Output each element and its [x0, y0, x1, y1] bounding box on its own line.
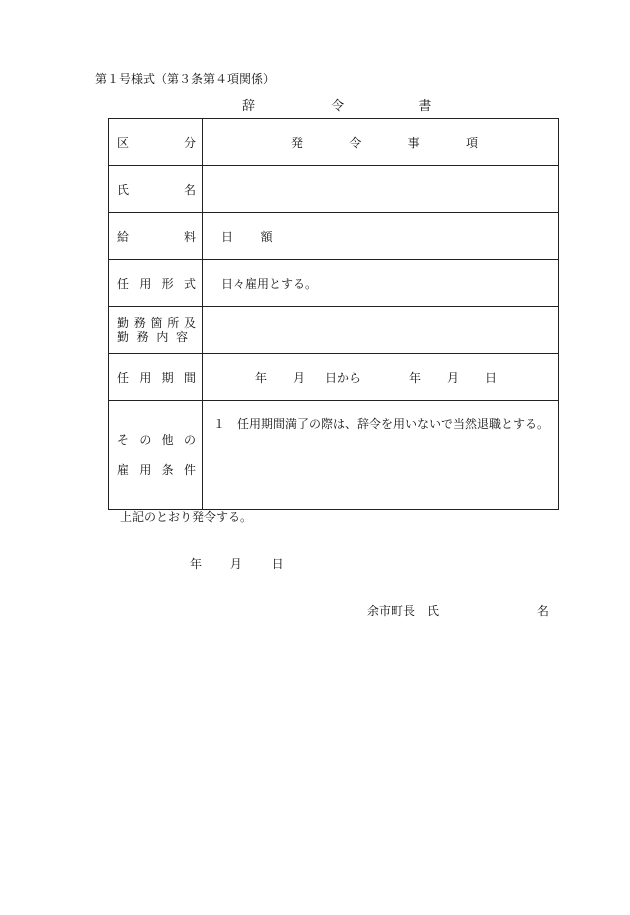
title-char: 令 [331, 99, 345, 114]
label-char: 内 [156, 330, 169, 344]
label-char: 他 [161, 433, 174, 447]
label-char: 箇 [150, 316, 163, 330]
salary-amount-text: 額 [260, 229, 273, 244]
label-char: 及 [183, 316, 196, 330]
label-char: 式 [183, 276, 196, 291]
label-char: 務 [133, 316, 146, 330]
label-char: 用 [139, 276, 152, 291]
issue-date [190, 555, 284, 572]
label-char: 容 [175, 330, 188, 344]
label-char: そ [117, 433, 130, 447]
label-cell-employment-type [109, 260, 203, 307]
table-row-other-conditions [109, 401, 559, 510]
table-header-row [109, 119, 559, 166]
label-char: 間 [183, 370, 196, 385]
signer-name-suffix: 名 [536, 604, 549, 618]
employment-type-text: 日々雇用とする。 [221, 276, 318, 291]
label-char: 件 [183, 463, 196, 477]
header-char: 項 [465, 135, 478, 150]
label-char: 区 [117, 135, 130, 150]
header-char: 事 [407, 135, 420, 150]
label-cell-other-conditions [109, 401, 203, 510]
label-char: 任 [117, 276, 130, 291]
label-char: 分 [183, 135, 196, 150]
label-char: 用 [139, 370, 152, 385]
header-char: 発 [291, 135, 304, 150]
table-row-period [109, 354, 559, 401]
signer-title: 余市町長 氏 [367, 604, 440, 618]
period-month-start: 月 [293, 370, 306, 385]
label-cell-period [109, 354, 203, 401]
issuance-note: 上記のとおり発令する。 [120, 510, 253, 524]
label-char: 務 [136, 330, 149, 344]
document-title [242, 95, 431, 114]
header-value-cell [203, 119, 559, 166]
label-char: の [183, 433, 196, 447]
label-char: 期 [161, 370, 174, 385]
table-row-salary [109, 213, 559, 260]
value-cell-employment-type [203, 260, 559, 307]
table-row-name [109, 166, 559, 213]
label-char: 所 [167, 316, 180, 330]
label-line [109, 455, 202, 485]
title-char: 辞 [242, 99, 256, 114]
form-number: 第１号様式（第３条第４項関係） [95, 72, 276, 86]
salary-day-text: 日 [221, 229, 234, 244]
label-char: の [139, 433, 152, 447]
value-cell-name [203, 166, 559, 213]
header-label-cell [109, 119, 203, 166]
signer-line [367, 602, 549, 619]
period-day-end: 日 [485, 370, 498, 385]
label-char: 料 [183, 229, 196, 244]
period-day-start: 日から [325, 370, 362, 385]
date-year: 年 [190, 557, 203, 571]
period-year-start: 年 [255, 370, 268, 385]
conditions-text: １ 任用期間満了の際は、辞令を用いないで当然退職とする。 [213, 417, 550, 431]
header-char: 令 [349, 135, 362, 150]
label-cell-workplace [109, 307, 203, 354]
title-char: 書 [418, 99, 432, 114]
label-char: 勤 [117, 330, 130, 344]
label-char: 氏 [117, 182, 130, 197]
label-char: 形 [161, 276, 174, 291]
table-row-workplace [109, 307, 559, 354]
label-line [109, 425, 202, 455]
label-char: 任 [117, 370, 130, 385]
value-cell-salary [203, 213, 559, 260]
value-cell-workplace [203, 307, 559, 354]
period-month-end: 月 [447, 370, 460, 385]
appointment-table [108, 118, 559, 510]
date-day: 日 [271, 557, 284, 571]
label-char: 勤 [117, 316, 130, 330]
value-cell-other-conditions [203, 401, 559, 510]
label-char: 雇 [117, 463, 130, 477]
label-cell-name [109, 166, 203, 213]
label-line [109, 330, 202, 344]
label-line [109, 316, 202, 330]
value-cell-period [203, 354, 559, 401]
table-row-employment-type [109, 260, 559, 307]
label-char: 給 [117, 229, 130, 244]
label-cell-salary [109, 213, 203, 260]
period-year-end: 年 [409, 370, 422, 385]
label-char: 名 [183, 182, 196, 197]
label-char: 用 [139, 463, 152, 477]
date-month: 月 [229, 557, 242, 571]
label-char: 条 [161, 463, 174, 477]
